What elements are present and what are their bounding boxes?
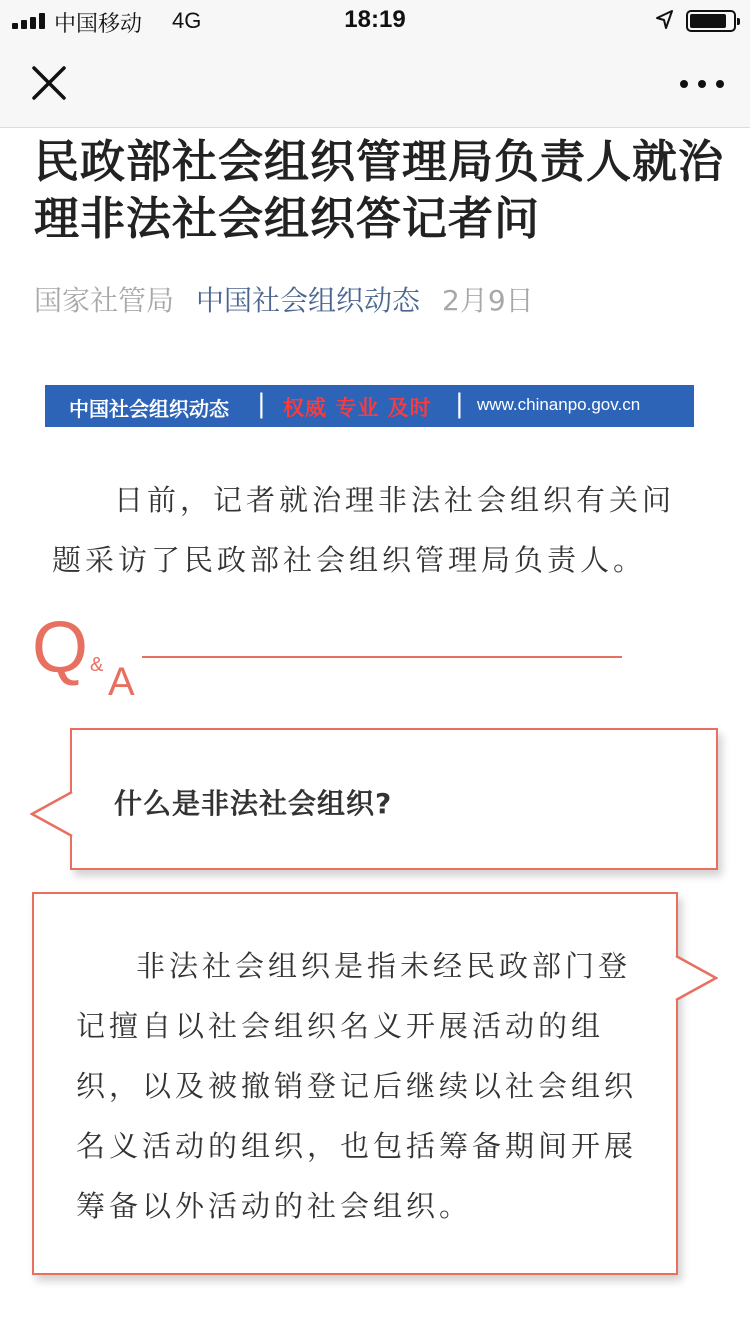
qa-a-letter: A [108, 660, 135, 704]
banner-slogan: 权威 专业 及时 [283, 396, 432, 420]
question-box [70, 728, 718, 870]
article-meta [34, 283, 534, 319]
status-time: 18:19 [344, 6, 406, 33]
location-arrow-icon [654, 9, 674, 31]
intro-paragraph: 日前，记者就治理非法社会组织有关问题采访了民政部社会组织管理局负责人。 [52, 483, 676, 577]
carrier-label: 中国移动 [54, 12, 143, 37]
banner-url: www.chinanpo.gov.cn [477, 395, 641, 414]
question-text: 什么是非法社会组织? [114, 787, 393, 820]
article-title: 民政部社会组织管理局负责人就治理非法社会组织答记者问 [34, 135, 725, 245]
speech-tail-right [674, 954, 718, 1002]
header-banner [45, 385, 694, 427]
banner-separator: | [257, 389, 266, 419]
account-link[interactable]: 中国社会组织动态 [196, 284, 421, 317]
battery-icon [686, 10, 736, 32]
close-icon[interactable] [28, 64, 72, 104]
speech-tail-left [30, 790, 74, 838]
banner-brand: 中国社会组织动态 [69, 397, 229, 421]
network-label: 4G [172, 8, 202, 33]
banner-separator: | [455, 389, 464, 419]
answer-text: 非法社会组织是指未经民政部门登记擅自以社会组织名义开展活动的组织，以及被撤销登记后继续以社会组织名义活动的组织，也包括筹备期间开展筹备以外活动的社会组织。 [76, 949, 638, 1223]
nav-bar [0, 40, 750, 128]
qa-ampersand: & [90, 654, 104, 676]
publish-date: 2月9日 [442, 284, 534, 317]
status-bar [0, 0, 750, 40]
qa-divider [142, 656, 622, 658]
answer-box [32, 892, 678, 1275]
more-icon[interactable] [672, 72, 732, 96]
author-label: 国家社管局 [34, 284, 175, 317]
qa-q-letter: Q [32, 608, 89, 688]
